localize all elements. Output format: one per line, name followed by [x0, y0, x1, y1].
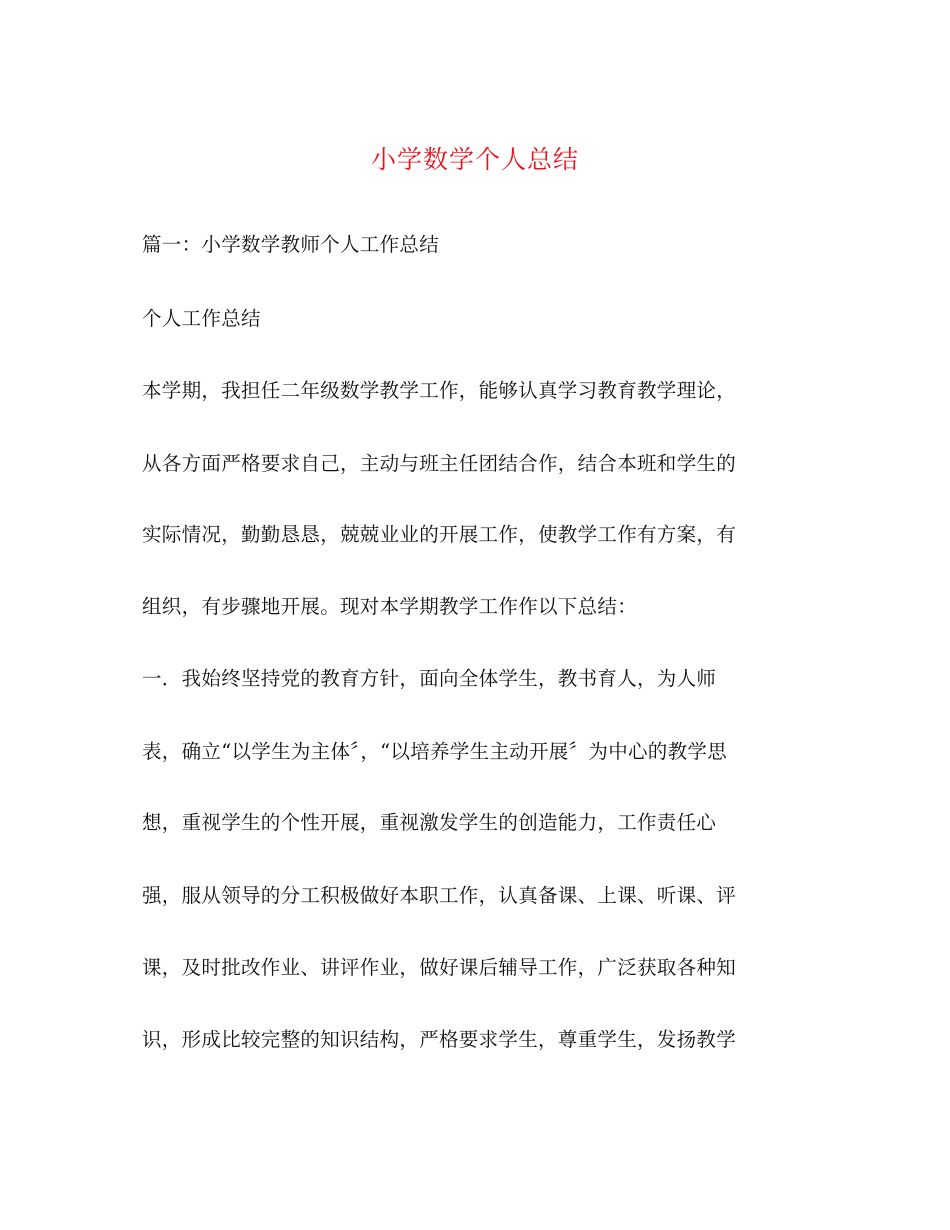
- body-line: 表，确立“以学生为主体〞，“以培养学生主动开展〞为中心的教学思: [142, 740, 727, 763]
- section-heading: 篇一：小学数学教师个人工作总结: [142, 233, 440, 256]
- body-line: 课，及时批改作业、讲评作业，做好课后辅导工作，广泛获取各种知: [142, 956, 737, 979]
- body-line: 想，重视学生的个性开展，重视激发学生的创造能力，工作责任心: [142, 811, 717, 834]
- body-line: 识，形成比较完整的知识结构，严格要求学生，尊重学生，发扬教学: [142, 1028, 737, 1051]
- body-line: 本学期，我担任二年级数学教学工作，能够认真学习教育教学理论，: [142, 379, 737, 402]
- body-line: 实际情况，勤勤恳恳，兢兢业业的开展工作，使教学工作有方案，有: [142, 523, 737, 546]
- document-title: 小学数学个人总结: [370, 145, 579, 174]
- body-line: 一．我始终坚持党的教育方针，面向全体学生，教书育人，为人师: [142, 667, 717, 690]
- body-line: 强，服从领导的分工积极做好本职工作，认真备课、上课、听课、评: [142, 884, 737, 907]
- subheading: 个人工作总结: [142, 307, 261, 330]
- body-line: 从各方面严格要求自己，主动与班主任团结合作，结合本班和学生的: [142, 452, 737, 475]
- body-line: 组织，有步骤地开展。现对本学期教学工作作以下总结：: [142, 595, 638, 618]
